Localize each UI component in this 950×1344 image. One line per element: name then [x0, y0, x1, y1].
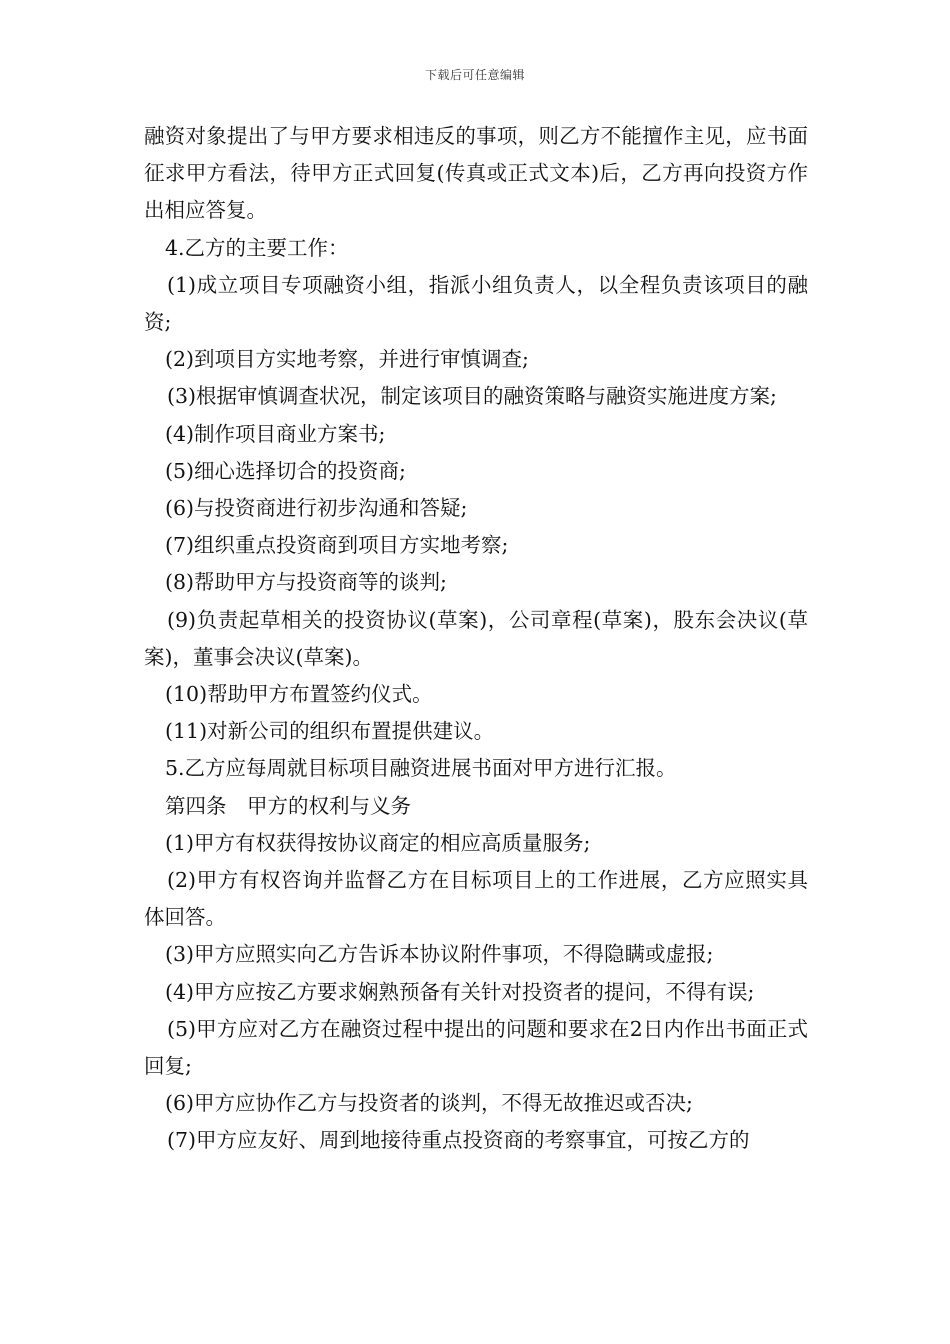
- paragraph: (5)甲方应对乙方在融资过程中提出的问题和要求在2日内作出书面正式回复;: [144, 1016, 808, 1079]
- paragraph: (1)成立项目专项融资小组，指派小组负责人，以全程负责该项目的融资;: [144, 272, 808, 335]
- paragraph: 第四条 甲方的权利与义务: [165, 793, 411, 818]
- paragraph: (6)与投资商进行初步沟通和答疑;: [165, 496, 468, 521]
- paragraph: 5.乙方应每周就目标项目融资进展书面对甲方进行汇报。: [165, 756, 677, 781]
- paragraph: (11)对新公司的组织布置提供建议。: [165, 719, 495, 744]
- paragraph: (8)帮助甲方与投资商等的谈判;: [165, 570, 447, 595]
- paragraph: (3)根据审慎调查状况，制定该项目的融资策略与融资实施进度方案;: [167, 384, 777, 409]
- paragraph: (6)甲方应协作乙方与投资者的谈判，不得无故推迟或否决;: [165, 1091, 693, 1116]
- paragraph: (4)甲方应按乙方要求娴熟预备有关针对投资者的提问，不得有误;: [165, 979, 755, 1004]
- paragraph: (1)甲方有权获得按协议商定的相应高质量服务;: [165, 830, 591, 855]
- paragraph: (4)制作项目商业方案书;: [165, 421, 386, 446]
- paragraph: (10)帮助甲方布置签约仪式。: [165, 682, 433, 707]
- paragraph: (3)甲方应照实向乙方告诉本协议附件事项，不得隐瞒或虚报;: [165, 942, 714, 967]
- paragraph: (9)负责起草相关的投资协议(草案)，公司章程(草案)，股东会决议(草案)，董事会决议(草案)。: [144, 607, 808, 669]
- paragraph: (5)细心选择切合的投资商;: [165, 458, 406, 483]
- paragraph: 4.乙方的主要工作：: [165, 235, 349, 260]
- paragraph: (7)甲方应友好、周到地接待重点投资商的考察事宜，可按乙方的: [167, 1128, 750, 1153]
- paragraph: 融资对象提出了与甲方要求相违反的事项，则乙方不能擅作主见，应书面征求甲方看法，待甲方正式回复(传真或正式文本)后，乙方再向投资方作出相应答复。: [144, 124, 808, 223]
- paragraph: (2)到项目方实地考察，并进行审慎调查;: [165, 347, 529, 372]
- page-header: 下载后可任意编辑: [424, 68, 525, 82]
- paragraph: (7)组织重点投资商到项目方实地考察;: [165, 533, 509, 558]
- paragraph: (2)甲方有权咨询并监督乙方在目标项目上的工作进展，乙方应照实具体回答。: [144, 868, 808, 930]
- document-body: [144, 118, 808, 1160]
